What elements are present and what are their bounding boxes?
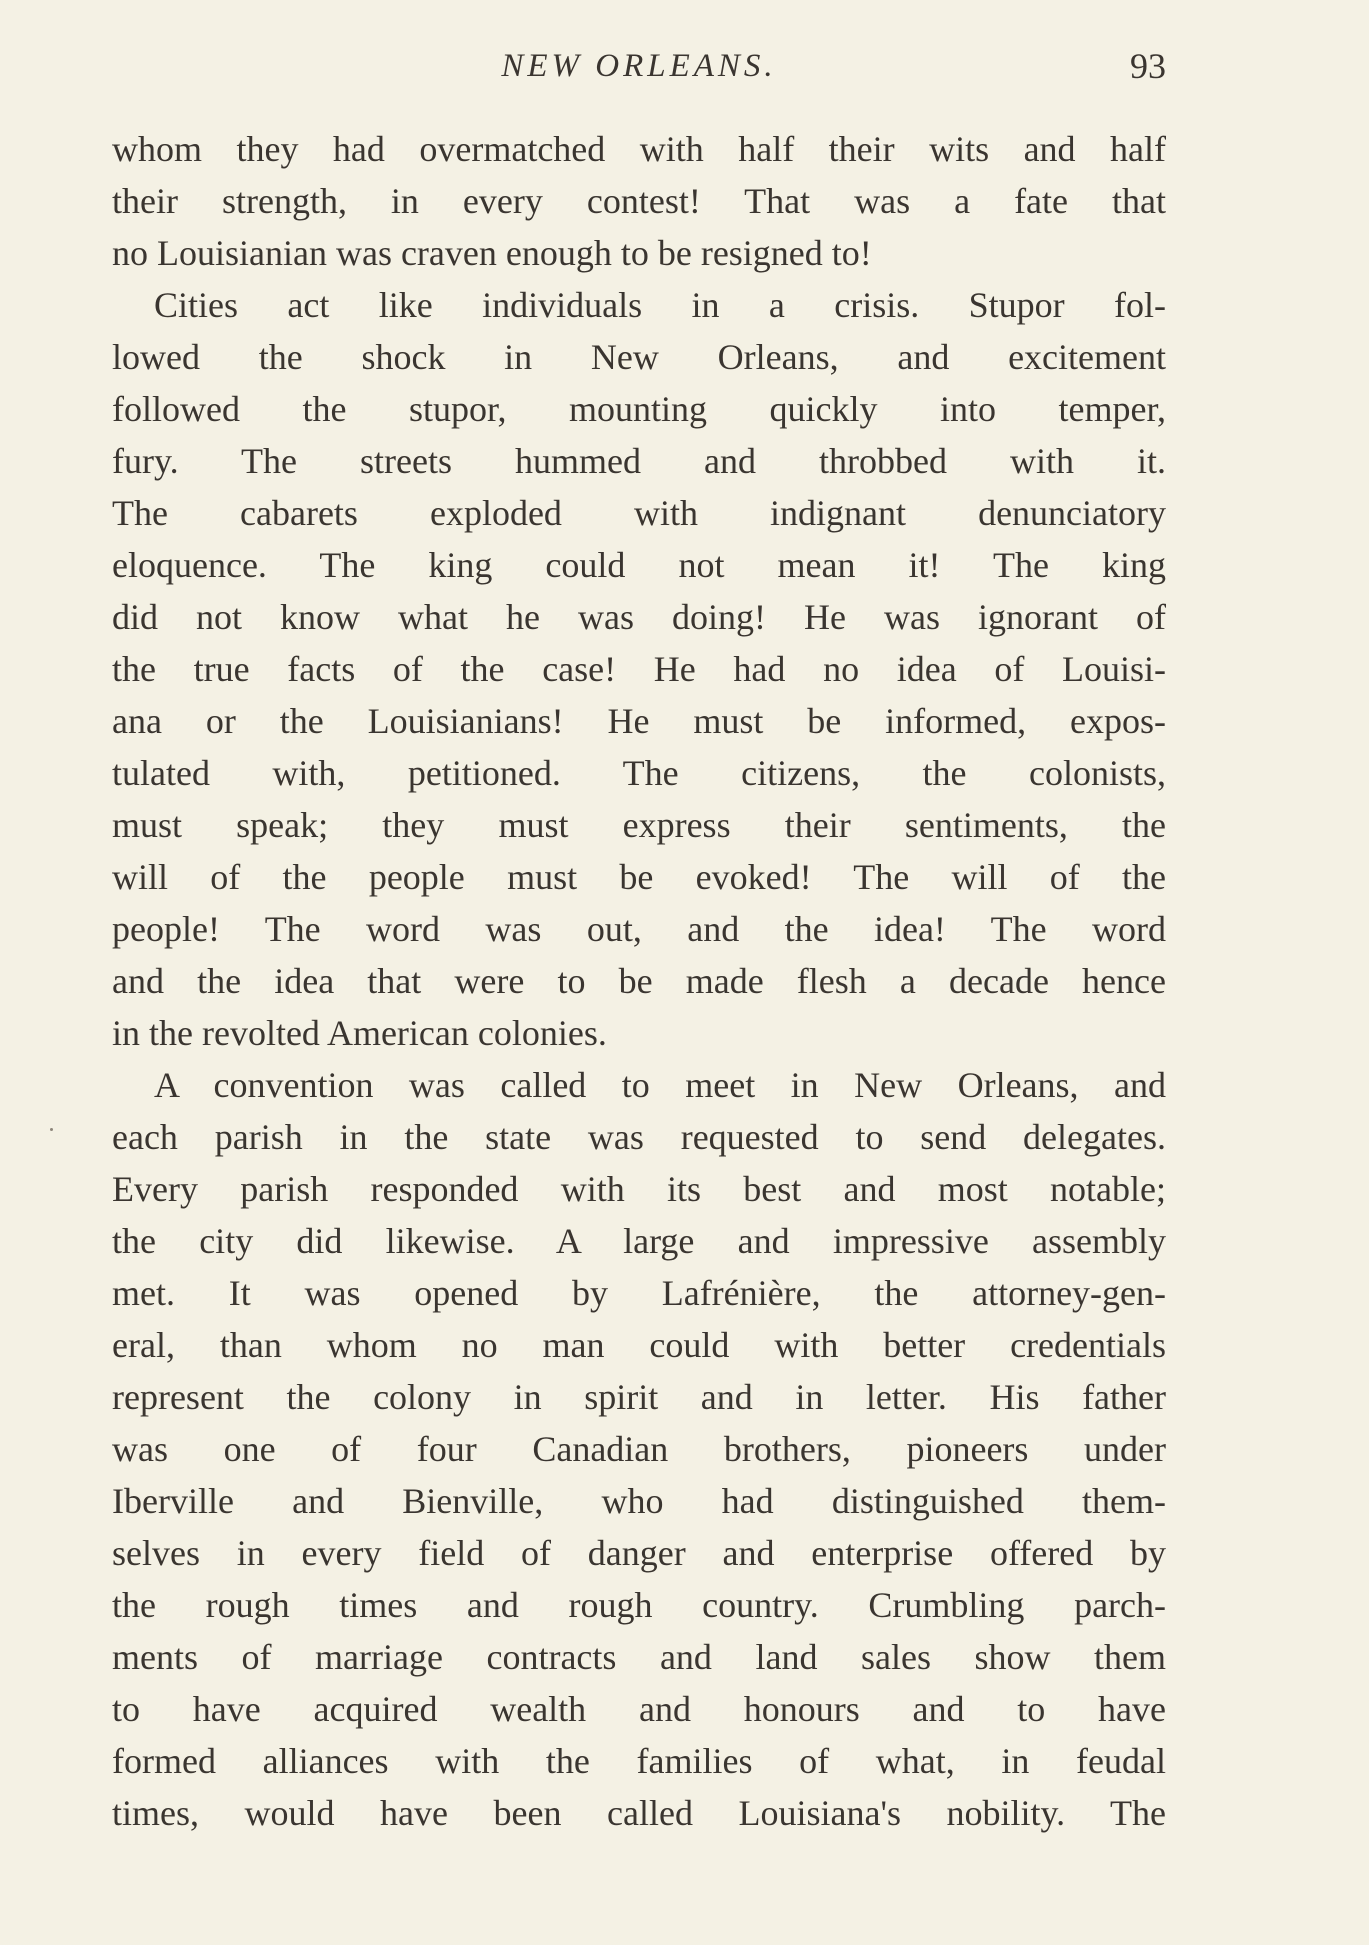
text-line: ments of marriage contracts and land sales show them (112, 1637, 1166, 1677)
text-line: eloquence. The king could not mean it! The king (112, 545, 1166, 585)
text-line: in the revolted American colonies. (112, 1013, 607, 1053)
text-line: followed the stupor, mounting quickly into temper, (112, 389, 1166, 429)
text-line: The cabarets exploded with indignant denunciatory (112, 493, 1166, 533)
text-line: was one of four Canadian brothers, pioneers under (112, 1429, 1166, 1469)
text-line: will of the people must be evoked! The will of the (112, 857, 1166, 897)
text-line: met. It was opened by Lafrénière, the attorney-gen- (112, 1273, 1166, 1313)
text-line: did not know what he was doing! He was ignorant of (112, 597, 1166, 637)
text-line: must speak; they must express their sentiments, the (112, 805, 1166, 845)
text-line: selves in every field of danger and enterprise offered by (112, 1533, 1166, 1573)
text-line: eral, than whom no man could with better credentials (112, 1325, 1166, 1365)
text-line: people! The word was out, and the idea! The word (112, 909, 1166, 949)
text-line: whom they had overmatched with half their wits and half (112, 129, 1166, 169)
text-line: each parish in the state was requested to send delegates. (112, 1117, 1166, 1157)
text-line: to have acquired wealth and honours and to have (112, 1689, 1166, 1729)
text-line: their strength, in every contest! That was a fate that (112, 181, 1166, 221)
text-line: the true facts of the case! He had no idea of Louisi- (112, 649, 1166, 689)
text-line: tulated with, petitioned. The citizens, the colonists, (112, 753, 1166, 793)
text-line: Iberville and Bienville, who had distinguished them- (112, 1481, 1166, 1521)
text-line: the rough times and rough country. Crumbling parch- (112, 1585, 1166, 1625)
running-head (112, 42, 1166, 90)
running-title: NEW ORLEANS. (501, 48, 777, 84)
text-line: Cities act like individuals in a crisis. Stupor fol- (154, 285, 1166, 325)
text-line: no Louisianian was craven enough to be resigned to! (112, 233, 872, 273)
text-line: and the idea that were to be made flesh a decade hence (112, 961, 1166, 1001)
text-line: formed alliances with the families of what, in feudal (112, 1741, 1166, 1781)
text-line: fury. The streets hummed and throbbed with it. (112, 441, 1166, 481)
body-text (112, 123, 1166, 1839)
text-line: ana or the Louisianians! He must be informed, expos- (112, 701, 1166, 741)
text-line: lowed the shock in New Orleans, and excitement (112, 337, 1166, 377)
text-line: Every parish responded with its best and most notable; (112, 1169, 1166, 1209)
page-number: 93 (1130, 46, 1166, 86)
text-line: times, would have been called Louisiana's nobility. The (112, 1793, 1166, 1833)
text-line: the city did likewise. A large and impressive assembly (112, 1221, 1166, 1261)
stray-ink-mark (50, 1128, 53, 1131)
text-line: A convention was called to meet in New Orleans, and (154, 1065, 1166, 1105)
text-line: represent the colony in spirit and in letter. His father (112, 1377, 1166, 1417)
